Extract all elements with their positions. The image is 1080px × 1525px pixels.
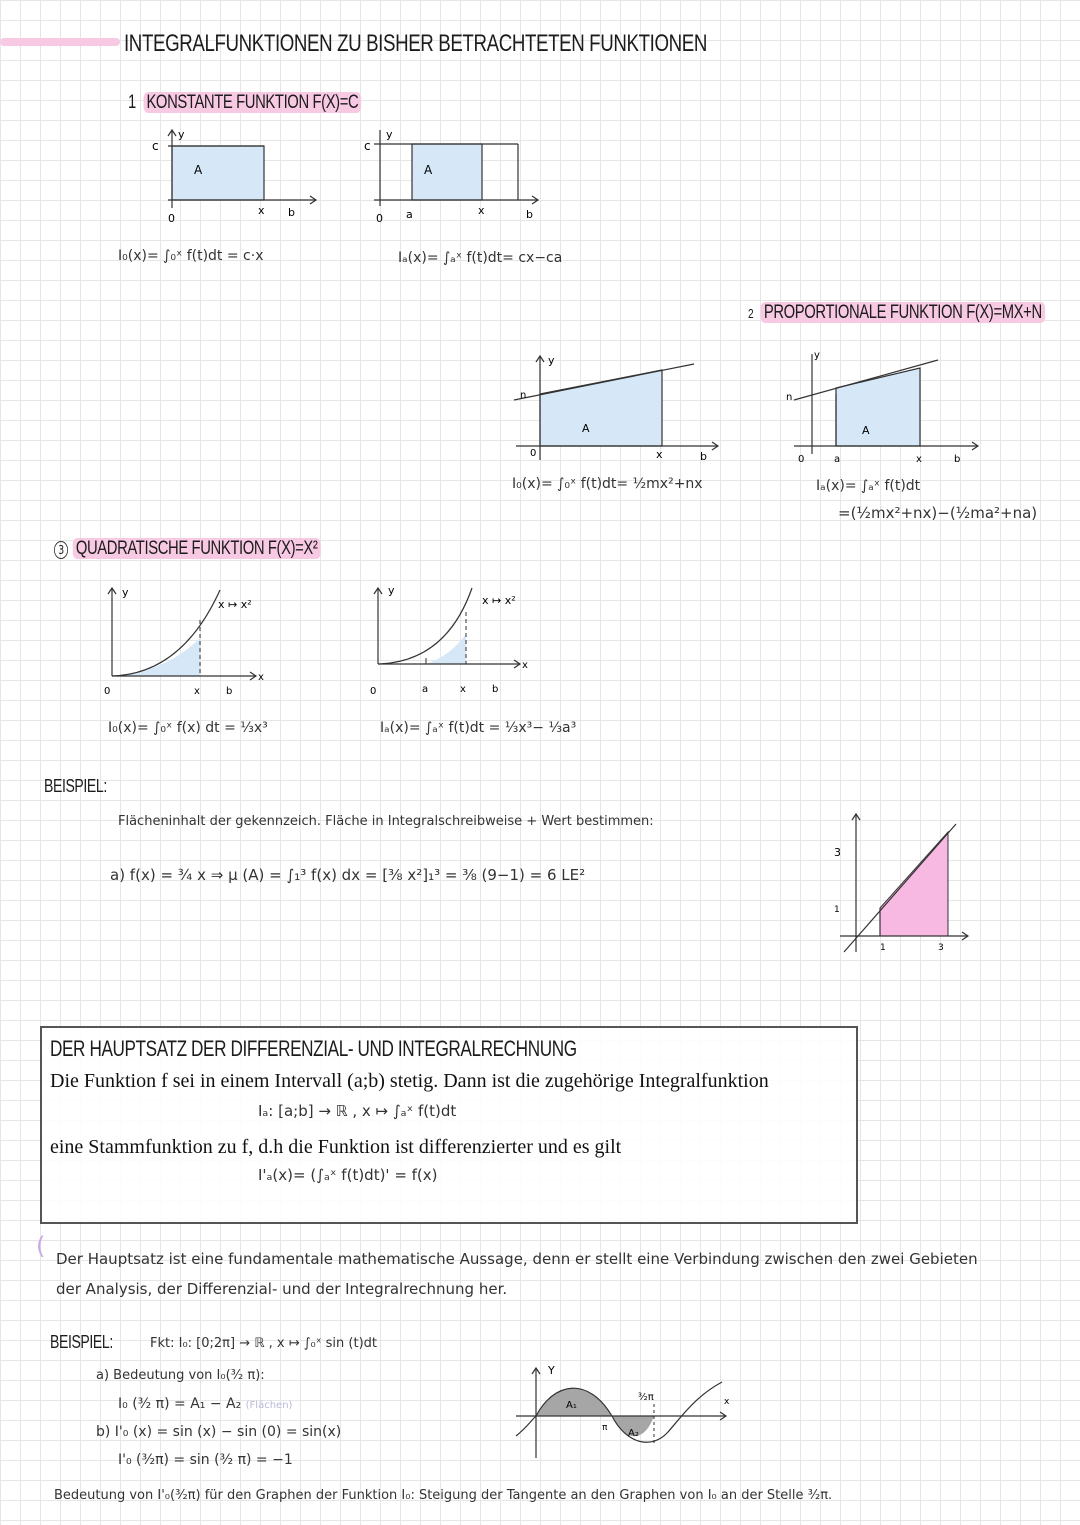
formula-linear-a-2: =(½mx²+nx)−(½ma²+na): [838, 504, 1038, 522]
label-zero: 0: [798, 454, 805, 465]
label-y: y: [814, 350, 820, 361]
theorem-heading: DER HAUPTSATZ DER DIFFERENZIAL- UND INTEGRALRECHNUNG: [50, 1036, 577, 1061]
example2-a-line: [118, 1396, 292, 1412]
graph-quadratic-a: [366, 584, 566, 708]
label-b: b: [492, 684, 499, 695]
example1-part-a: a) f(x) = ¾ x ⇒ μ (A) = ∫₁³ f(x) dx = [⅜ x²]₁³ = ⅜ (9−1) = 6 LE²: [110, 866, 586, 884]
label-zero: 0: [376, 212, 383, 225]
label-b: b: [526, 208, 533, 221]
example2-b-line1: b) I'₀ (x) = sin (x) − sin (0) = sin(x): [96, 1424, 342, 1440]
label-zero: 0: [168, 212, 175, 225]
label-a: a: [422, 684, 429, 695]
theorem-formula2: I'ₐ(x)= (∫ₐˣ f(t)dt)' = f(x): [258, 1166, 438, 1184]
label-b: b: [700, 450, 707, 463]
label-A: A: [194, 163, 203, 177]
formula-quadratic-a: Iₐ(x)= ∫ₐˣ f(t)dt = ⅓x³− ⅓a³: [380, 720, 577, 736]
label-A2: A₂: [628, 1428, 639, 1439]
theorem-formula1: Iₐ: [a;b] → ℝ , x ↦ ∫ₐˣ f(t)dt: [258, 1102, 457, 1120]
label-x1: 1: [880, 943, 886, 953]
label-x: x: [656, 448, 663, 461]
label-a: a: [406, 208, 413, 221]
example2-def: Fkt: I₀: [0;2π] → ℝ , x ↦ ∫₀ˣ sin (t)dt: [150, 1336, 377, 1351]
label-x: x: [460, 684, 466, 695]
label-y: Y: [548, 1364, 555, 1377]
label-c: c: [364, 139, 371, 153]
area-fill: [412, 144, 482, 200]
section2-heading: [748, 302, 1045, 324]
label-x: x: [478, 204, 485, 217]
section2-number: 2: [748, 306, 754, 321]
graph-linear-zero: [508, 352, 728, 466]
section3-number: 3: [54, 541, 68, 559]
theorem-line1: Die Funktion f sei in einem Intervall (a;b) stetig. Dann ist die zugehörige Integralfunktion: [50, 1070, 769, 1092]
example2-a-heading: a) Bedeutung von I₀(³⁄₂ π):: [96, 1368, 265, 1383]
graph-example1: [826, 812, 976, 966]
label-y: y: [388, 584, 395, 597]
example2-label: BEISPIEL:: [50, 1332, 113, 1352]
label-x: x: [724, 1397, 730, 1407]
graph-quadratic-zero: [96, 584, 296, 708]
area-fill: [836, 368, 920, 446]
example1-task: Flächeninhalt der gekennzeich. Fläche in Integralschreibweise + Wert bestimmen:: [118, 814, 654, 829]
label-curve: x ↦ x²: [218, 598, 252, 611]
explanation-line1: Der Hauptsatz ist eine fundamentale mathematische Aussage, denn er stellt eine Verbindung zwischen den zwei Gebieten: [56, 1250, 978, 1268]
example2-a-formula: I₀ (³⁄₂ π) = A₁ − A₂: [118, 1396, 242, 1412]
area-fill: [880, 832, 948, 936]
label-n: n: [520, 390, 527, 401]
label-a: a: [834, 454, 841, 465]
area-fill: [426, 634, 466, 664]
formula-constant-zero: I₀(x)= ∫₀ˣ f(t)dt = c·x: [118, 248, 264, 264]
label-zero: 0: [530, 448, 537, 459]
area-fill: [540, 370, 662, 446]
label-zero: 0: [370, 686, 377, 697]
label-n: n: [786, 392, 793, 403]
label-b: b: [288, 206, 295, 219]
label-b: b: [954, 454, 961, 465]
label-y1: 1: [834, 905, 840, 915]
section1-title: KONSTANTE FUNKTION F(X)=C: [143, 92, 361, 113]
label-A: A: [424, 163, 433, 177]
example2-b-line2: I'₀ (³⁄₂π) = sin (³⁄₂ π) = −1: [118, 1452, 293, 1468]
section1-heading: [128, 92, 361, 114]
graph-constant-zero: [140, 130, 340, 234]
label-three-half-pi: ³⁄₂π: [638, 1392, 654, 1403]
label-x3: 3: [938, 943, 944, 953]
title-highlight: [0, 38, 120, 46]
example1-label: BEISPIEL:: [44, 776, 107, 796]
label-curve: x ↦ x²: [482, 594, 516, 607]
example2-conclusion: Bedeutung von I'₀(³⁄₂π) für den Graphen der Funktion I₀: Steigung der Tangente an den Graphen von I₀ an der Stelle ³⁄₂π.: [54, 1488, 833, 1503]
label-y: y: [122, 586, 129, 599]
graph-linear-a: [784, 346, 994, 465]
label-x: x: [258, 204, 265, 217]
graph-sine: [512, 1362, 742, 1466]
theorem-box: [40, 1026, 858, 1224]
label-b: b: [226, 686, 233, 697]
formula-constant-a: Iₐ(x)= ∫ₐˣ f(t)dt= cx−ca: [398, 250, 563, 266]
label-xaxis: x: [522, 660, 528, 671]
label-y: y: [178, 128, 185, 141]
label-y: y: [548, 354, 555, 367]
label-pi: π: [602, 1423, 608, 1433]
label-x: x: [916, 454, 922, 465]
label-y3: 3: [834, 846, 841, 859]
bracket-icon: (: [36, 1232, 46, 1260]
label-zero: 0: [104, 686, 111, 697]
explanation-line2: der Analysis, der Differenzial- und der Integralrechnung her.: [56, 1280, 508, 1298]
label-A1: A₁: [566, 1400, 577, 1411]
section2-title: PROPORTIONALE FUNKTION F(X)=MX+N: [761, 302, 1045, 323]
label-x: x: [194, 686, 200, 697]
section1-number: 1: [128, 92, 136, 113]
graph-constant-a: [362, 128, 562, 232]
area-fill: [172, 146, 264, 200]
formula-linear-zero: I₀(x)= ∫₀ˣ f(t)dt= ½mx²+nx: [512, 476, 703, 492]
page-title: INTEGRALFUNKTIONEN ZU BISHER BETRACHTETEN FUNKTIONEN: [124, 30, 707, 57]
theorem-line2: eine Stammfunktion zu f, d.h die Funktion ist differenzierter und es gilt: [50, 1136, 622, 1158]
section3-heading: [54, 538, 321, 560]
example2-a-note: (Flächen): [245, 1400, 293, 1411]
label-c: c: [152, 139, 159, 153]
section3-title: QUADRATISCHE FUNKTION F(X)=X²: [73, 538, 321, 559]
label-A: A: [862, 424, 870, 437]
label-y: y: [386, 128, 393, 141]
formula-quadratic-zero: I₀(x)= ∫₀ˣ f(x) dt = ⅓x³: [108, 720, 268, 736]
formula-linear-a-1: Iₐ(x)= ∫ₐˣ f(t)dt: [816, 478, 921, 494]
label-A: A: [582, 422, 590, 435]
label-xaxis: x: [258, 672, 264, 683]
area-fill: [112, 638, 200, 676]
